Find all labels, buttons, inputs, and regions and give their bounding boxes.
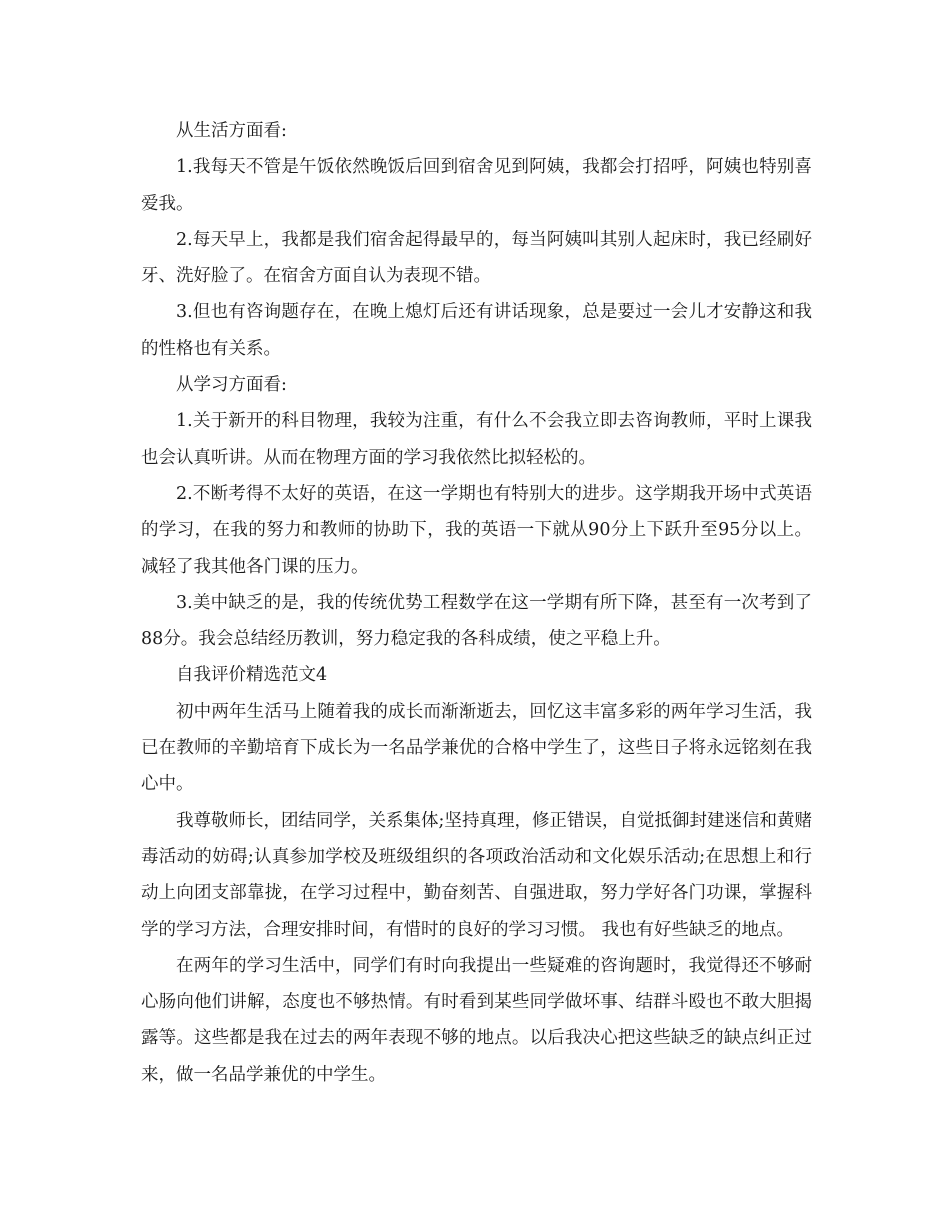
study-item-2: 2.不断考得不太好的英语，在这一学期也有特别大的进步。这学期我开场中式英语的学习，在我的努力和教师的协助下，我的英语一下就从90分上下跃升至95分以上。减轻了我其他各门课的压力。 xyxy=(141,483,812,577)
study-item-3: 3.美中缺乏的是，我的传统优势工程数学在这一学期有所下降，甚至有一次考到了88分。我会总结经历教训，努力稳定我的各科成绩，使之平稳上升。 xyxy=(141,592,812,650)
section-heading-life: 从生活方面看: xyxy=(176,121,287,141)
essay-paragraph-1: 初中两年生活马上随着我的成长而渐渐逝去，回忆这丰富多彩的两年学习生活，我已在教师的辛勤培育下成长为一名品学兼优的合格中学生了，这些日子将永远铭刻在我心中。 xyxy=(141,701,812,795)
section-heading-study: 从学习方面看: xyxy=(176,375,287,396)
life-item-3: 3.但也有咨询题存在，在晚上熄灯后还有讲话现象，总是要过一会儿才安静这和我的性格也有关系。 xyxy=(141,302,812,359)
life-item-1: 1.我每天不管是午饭依然晚饭后回到宿舍见到阿姨，我都会打招呼，阿姨也特别喜爱我。 xyxy=(141,157,812,214)
document-body xyxy=(141,113,812,1093)
study-item-1: 1.关于新开的科目物理，我较为注重，有什么不会我立即去咨询教师，平时上课我也会认真听讲。从而在物理方面的学习我依然比拟轻松的。 xyxy=(141,411,812,468)
life-item-2: 2.每天早上，我都是我们宿舍起得最早的，每当阿姨叫其别人起床时，我已经刷好牙、洗好脸了。在宿舍方面自认为表现不错。 xyxy=(141,229,812,287)
essay-title: 自我评价精选范文4 xyxy=(176,665,328,686)
essay-paragraph-3: 在两年的学习生活中，同学们有时向我提出一些疑难的咨询题时，我觉得还不够耐心肠向他们讲解，态度也不够热情。有时看到某些同学做坏事、结群斗殴也不敢大胆揭露等。这些都是我在过去的两年表现不够的地点。以后我决心把这些缺乏的缺点纠正过来，做一名品学兼优的中学生。 xyxy=(141,955,812,1085)
essay-paragraph-2: 我尊敬师长，团结同学，关系集体;坚持真理，修正错误，自觉抵御封建迷信和黄赌毒活动的妨碍;认真参加学校及班级组织的各项政治活动和文化娱乐活动;在思想上和行动上向团支部靠拢，在学习过程中，勤奋刻苦、自强进取，努力学好各门功课，掌握科学的学习方法，合理安排时间，有惜时的良好的学习习惯。 我也有好些缺乏的地点。 xyxy=(141,810,812,940)
